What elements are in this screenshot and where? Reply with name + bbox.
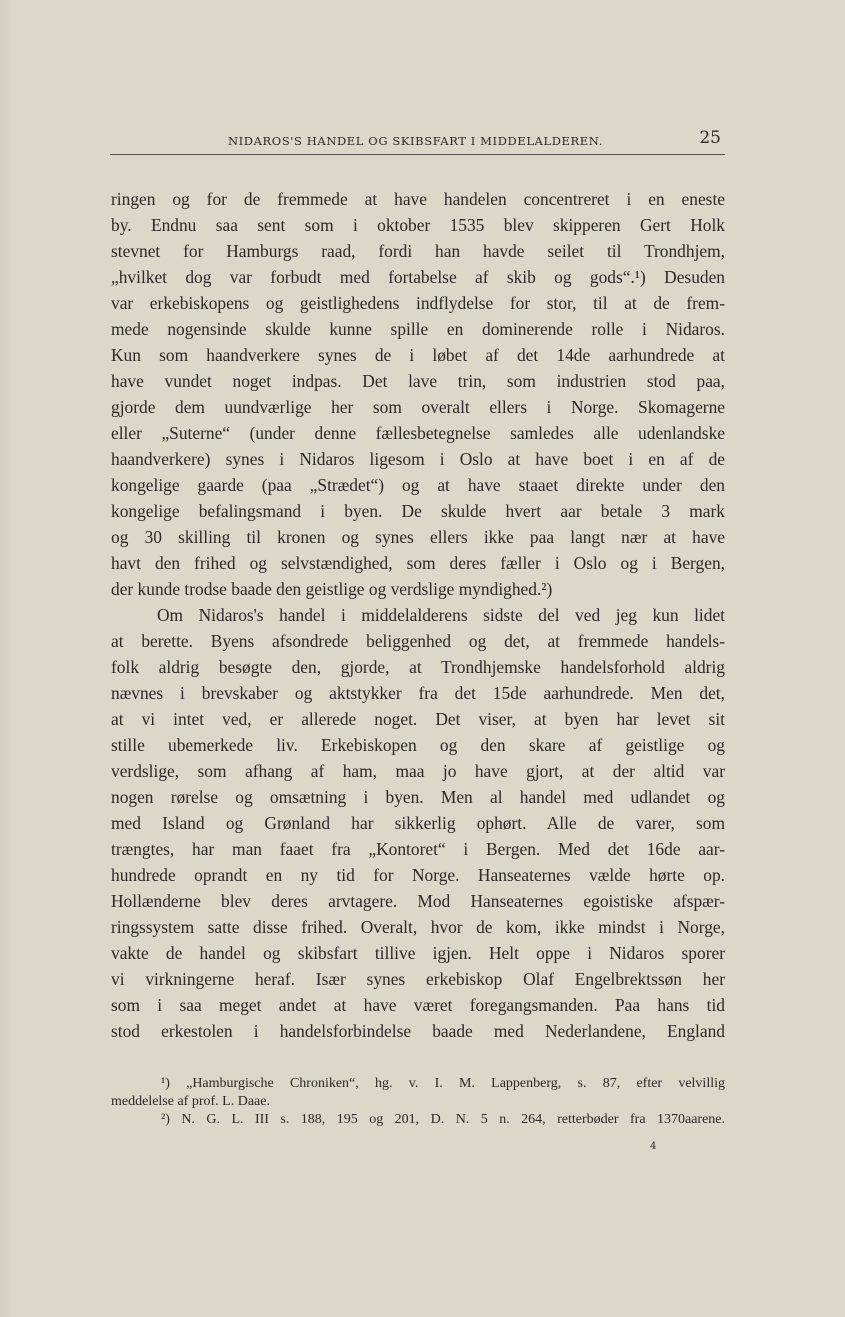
text-line: med Island og Grønland har sikkerlig ophørt. Alle de varer, som [111,813,725,833]
footnote-1-line-1: ¹) „Hamburgische Chroniken“, hg. v. I. M. Lappenberg, s. 87, efter velvillig [161,1076,725,1091]
signature-mark: 4 [650,1141,657,1152]
text-line: at vi intet ved, er allerede noget. Det viser, at byen har levet sit [111,709,725,729]
footnote-1-line-2: meddelelse af prof. L. Daae. [111,1094,270,1109]
text-line: stod erkestolen i handelsforbindelse baade med Nederlandene, England [111,1021,725,1041]
text-line: som i saa meget andet at have været foregangsmanden. Paa hans tid [111,995,725,1015]
text-line: trængtes, har man faaet fra „Kontoret“ i Bergen. Med det 16de aar- [111,839,725,859]
text-line: Om Nidaros's handel i middelalderens sidste del ved jeg kun lidet [157,605,725,625]
header-rule [110,154,725,155]
text-line: folk aldrig besøgte den, gjorde, at Trondhjemske handelsforhold aldrig [111,657,725,677]
text-line: kongelige befalingsmand i byen. De skulde hvert aar betale 3 mark [111,501,725,521]
text-line: stevnet for Hamburgs raad, fordi han havde seilet til Trondhjem, [111,241,725,261]
text-line: nogen rørelse og omsætning i byen. Men al handel med udlandet og [111,787,725,807]
text-line: kongelige gaarde (paa „Strædet“) og at have staaet direkte under den [111,475,725,495]
body-text [111,186,725,1044]
text-line: have vundet noget indpas. Det lave trin, som industrien stod paa, [111,371,725,391]
text-line: mede nogensinde skulde kunne spille en dominerende rolle i Nidaros. [111,319,725,339]
text-line: ringen og for de fremmede at have handelen concentreret i en eneste [111,189,725,209]
text-line: „hvilket dog var forbudt med fortabelse af skib og gods“.¹) Desuden [111,267,725,287]
text-line: by. Endnu saa sent som i oktober 1535 blev skipperen Gert Holk [111,215,725,235]
text-line: haandverkere) synes i Nidaros ligesom i Oslo at have boet i en af de [111,449,725,469]
page-number: 25 [699,128,721,148]
text-line: ringssystem satte disse frihed. Overalt, hvor de kom, ikke mindst i Norge, [111,917,725,937]
text-line: vi virkningerne heraf. Især synes erkebiskop Olaf Engelbrektssøn her [111,969,725,989]
text-line: havt den frihed og selvstændighed, som deres fæller i Oslo og i Bergen, [111,553,725,573]
text-line: verdslige, som afhang af ham, maa jo have gjort, at der altid var [111,761,725,781]
text-line: Hollænderne blev deres arvtagere. Mod Hanseaternes egoistiske afspær- [111,891,725,911]
text-line: gjorde dem uundværlige her som overalt ellers i Norge. Skomagerne [111,397,725,417]
running-head: NIDAROS'S HANDEL OG SKIBSFART I MIDDELALDEREN. [228,134,603,148]
text-line: stille ubemerkede liv. Erkebiskopen og den skare af geistlige og [111,735,725,755]
text-line: Kun som haandverkere synes de i løbet af det 14de aarhundrede at [111,345,725,365]
text-line: vakte de handel og skibsfart tillive igjen. Helt oppe i Nidaros sporer [111,943,725,963]
text-line: hundrede oprandt en ny tid for Norge. Hanseaternes vælde hørte op. [111,865,725,885]
text-line: nævnes i brevskaber og aktstykker fra det 15de aarhundrede. Men det, [111,683,725,703]
footnote-2: ²) N. G. L. III s. 188, 195 og 201, D. N. 5 n. 264, retterbøder fra 1370aarene. [161,1112,725,1127]
page-header [110,128,725,154]
text-line: og 30 skilling til kronen og synes ellers ikke paa langt nær at have [111,527,725,547]
text-line: at berette. Byens afsondrede beliggenhed og det, at fremmede handels- [111,631,725,651]
text-line: eller „Suterne“ (under denne fællesbetegnelse samledes alle udenlandske [111,423,725,443]
text-line: der kunde trodse baade den geistlige og verdslige myndighed.²) [111,579,553,599]
footnotes [111,1075,725,1129]
page-edge [0,0,12,1317]
text-line: var erkebiskopens og geistlighedens indflydelse for stor, til at de frem- [111,293,725,313]
